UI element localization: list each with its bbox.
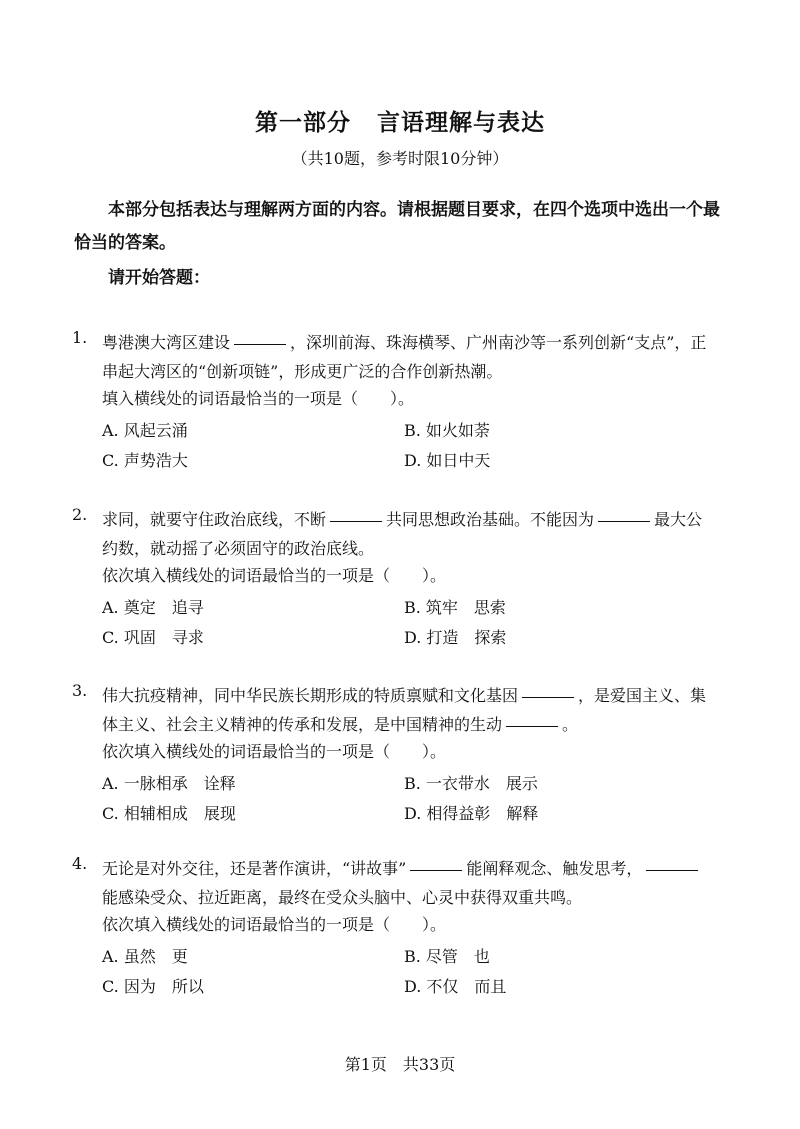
option-a[interactable]: A. 奠定 追寻 bbox=[102, 598, 204, 617]
option-d[interactable]: D. 相得益彰 解释 bbox=[404, 804, 539, 823]
answer-blank bbox=[234, 343, 286, 345]
stem-text: ，是爱国主义、集体主义、社会主义精神的传承和发展，是中国精神的生动 bbox=[102, 686, 707, 734]
option-c[interactable]: C. 巩固 寻求 bbox=[102, 628, 204, 647]
page-footer: 第1页 共33页 bbox=[344, 1055, 456, 1074]
option-b[interactable]: B. 尽管 也 bbox=[404, 947, 490, 966]
question-number: 1. bbox=[72, 328, 88, 347]
stem-text: 能感染受众、拉近距离，最终在受众头脑中、心灵中获得双重共鸣。 bbox=[102, 888, 583, 907]
option-a[interactable]: A. 一脉相承 诠释 bbox=[102, 774, 236, 793]
option-b[interactable]: B. 筑牢 思索 bbox=[404, 598, 506, 617]
section-title bbox=[0, 104, 800, 137]
option-c[interactable]: C. 相辅相成 展现 bbox=[102, 804, 236, 823]
option-c[interactable]: C. 声势浩大 bbox=[102, 451, 188, 470]
option-c[interactable]: C. 因为 所以 bbox=[102, 977, 204, 996]
option-b[interactable]: B. 一衣带水 展示 bbox=[404, 774, 538, 793]
stem-text: 粤港澳大湾区建设 bbox=[102, 333, 231, 352]
answer-blank bbox=[598, 520, 650, 522]
question-prompt: 依次填入横线处的词语最恰当的一项是（ ）。 bbox=[102, 915, 447, 934]
option-d[interactable]: D. 不仅 而且 bbox=[404, 977, 507, 996]
stem-text: 无论是对外交往，还是著作演讲，“讲故事” bbox=[102, 859, 407, 878]
stem-text: ，深圳前海、珠海横琴、广州南沙等一系列创新“支点”，正串起大湾区的“创新项链”，形成更广泛的合作创新热潮。 bbox=[102, 333, 707, 381]
question-stem bbox=[102, 681, 717, 739]
answer-blank bbox=[330, 520, 382, 522]
answer-blank bbox=[410, 869, 462, 871]
option-a[interactable]: A. 风起云涌 bbox=[102, 421, 188, 440]
question-stem bbox=[102, 854, 717, 912]
option-b[interactable]: B. 如火如荼 bbox=[404, 421, 490, 440]
section-subtitle: （共10题，参考时限10分钟） bbox=[291, 149, 509, 168]
stem-text: 求同，就要守住政治底线，不断 bbox=[102, 510, 327, 529]
answer-blank bbox=[522, 696, 574, 698]
option-d[interactable]: D. 如日中天 bbox=[404, 451, 491, 470]
question-prompt: 填入横线处的词语最恰当的一项是（ ）。 bbox=[102, 389, 415, 408]
question-number: 4. bbox=[72, 854, 88, 873]
answer-blank bbox=[646, 869, 698, 871]
option-a[interactable]: A. 虽然 更 bbox=[102, 947, 188, 966]
stem-text: 最大公约数，就动摇了必须固守的政治底线。 bbox=[102, 510, 703, 558]
section-name: 言语理解与表达 bbox=[377, 110, 545, 136]
stem-text: 伟大抗疫精神，同中华民族长期形成的特质禀赋和文化基因 bbox=[102, 686, 519, 705]
question-number: 2. bbox=[72, 505, 88, 524]
question-prompt: 依次填入横线处的词语最恰当的一项是（ ）。 bbox=[102, 742, 447, 761]
question-stem bbox=[102, 328, 717, 386]
question-number: 3. bbox=[72, 681, 88, 700]
option-d[interactable]: D. 打造 探索 bbox=[404, 628, 507, 647]
section-instructions: 本部分包括表达与理解两方面的内容。请根据题目要求，在四个选项中选出一个最恰当的答案。 bbox=[74, 200, 720, 253]
question-prompt: 依次填入横线处的词语最恰当的一项是（ ）。 bbox=[102, 566, 447, 585]
section-part-label: 第一部分 bbox=[255, 110, 351, 136]
stem-text: 能阐释观念、触发思考， bbox=[466, 859, 643, 878]
stem-text: 共同思想政治基础。不能因为 bbox=[386, 510, 595, 529]
question-stem bbox=[102, 505, 717, 563]
start-prompt: 请开始答题： bbox=[108, 268, 210, 288]
stem-text: 。 bbox=[562, 715, 579, 734]
answer-blank bbox=[506, 725, 558, 727]
